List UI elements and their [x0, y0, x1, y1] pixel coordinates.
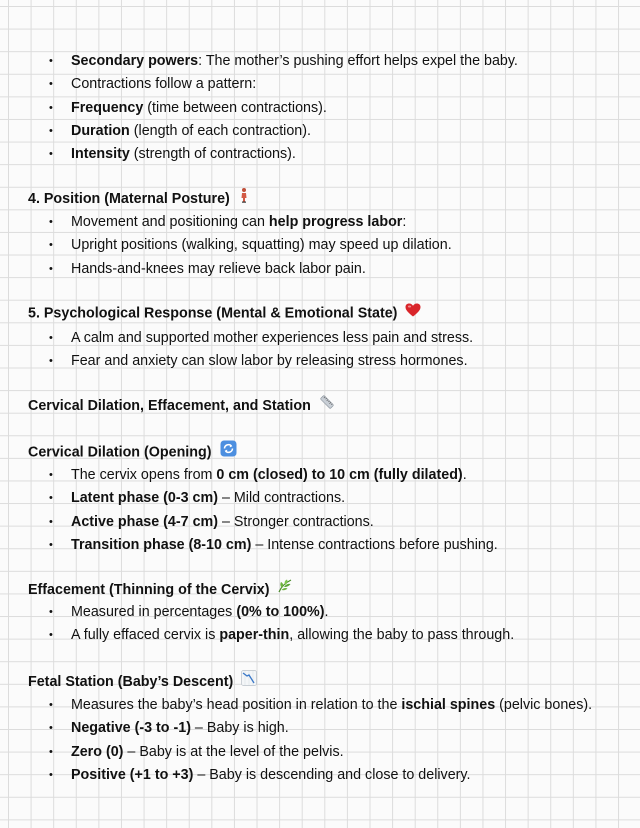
cycle-arrows-icon [220, 440, 237, 465]
list-item: • Fear and anxiety can slow labor by releasing stress hormones. [0, 350, 640, 373]
list-item: • Hands-and-knees may relieve back labor pain. [0, 258, 640, 281]
list-item: • Upright positions (walking, squatting) may speed up dilation. [0, 234, 640, 257]
list-item: • Latent phase (0-3 cm) – Mild contractions. [0, 487, 640, 510]
list-item: • Contractions follow a pattern: [0, 73, 640, 96]
red-heart-icon [405, 302, 421, 325]
list-item: • Secondary powers: The mother’s pushing effort helps expel the baby. [0, 50, 640, 73]
powers-list [0, 50, 640, 166]
list-item: • The cervix opens from 0 cm (closed) to 10 cm (fully dilated). [0, 464, 640, 487]
list-item: • Measured in percentages (0% to 100%). [0, 601, 640, 624]
list-item: • Active phase (4-7 cm) – Stronger contractions. [0, 511, 640, 534]
section-heading-cde: Cervical Dilation, Effacement, and Station [28, 394, 335, 418]
list-item: • Negative (-3 to -1) – Baby is high. [0, 717, 640, 740]
section-heading-station: Fetal Station (Baby’s Descent) [28, 670, 257, 694]
standing-person-icon [238, 187, 250, 211]
list-item: • Positive (+1 to +3) – Baby is descending and close to delivery. [0, 764, 640, 787]
station-list [0, 694, 640, 787]
leaf-icon [277, 578, 293, 602]
psych-list [0, 327, 640, 374]
section-heading-effacement: Effacement (Thinning of the Cervix) [28, 578, 293, 602]
section-heading-dilation: Cervical Dilation (Opening) [28, 440, 237, 465]
list-item: • Duration (length of each contraction). [0, 120, 640, 143]
list-item: • A calm and supported mother experiences less pain and stress. [0, 327, 640, 350]
list-item: • Transition phase (8-10 cm) – Intense contractions before pushing. [0, 534, 640, 557]
section-heading-psych: 5. Psychological Response (Mental & Emotional State) [28, 302, 421, 325]
list-item: • Frequency (time between contractions). [0, 97, 640, 120]
dilation-list [0, 464, 640, 557]
list-item: • Zero (0) – Baby is at the level of the pelvis. [0, 741, 640, 764]
list-item: • Measures the baby’s head position in relation to the ischial spines (pelvic bones). [0, 694, 640, 717]
position-list [0, 211, 640, 281]
effacement-list [0, 601, 640, 648]
list-item: • Intensity (strength of contractions). [0, 143, 640, 166]
chart-decreasing-icon [241, 670, 257, 694]
ruler-icon [319, 394, 335, 418]
list-item: • A fully effaced cervix is paper-thin, allowing the baby to pass through. [0, 624, 640, 647]
section-heading-position: 4. Position (Maternal Posture) [28, 187, 250, 211]
list-item: • Movement and positioning can help progress labor: [0, 211, 640, 234]
